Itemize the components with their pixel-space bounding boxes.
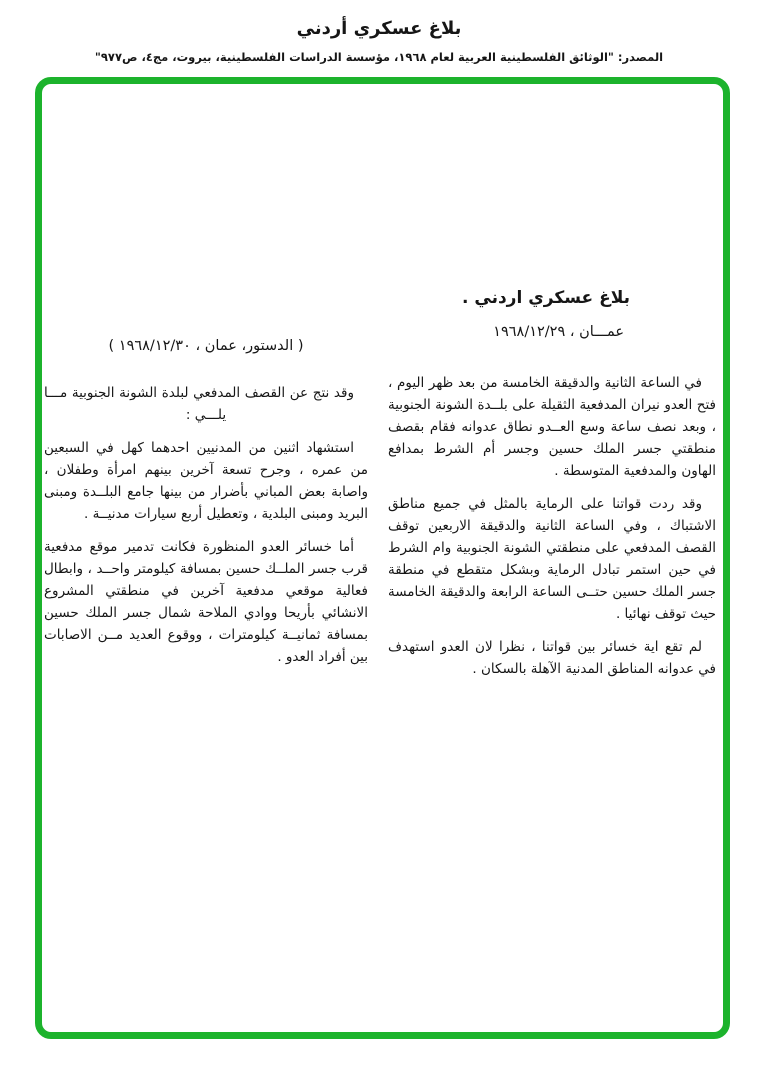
communique-paragraph-1: في الساعة الثانية والدقيقة الخامسة من بعد ظهر اليوم ، فتح العدو نيران المدفعية الثقيلة على بلــدة الشونة الجنوبية ، وبعد نصف ساعة وسع العــدو نطاق عدوانه فقام بقصف منطقتي جسر الملك حسين وجسر أم الشرط بمدافع الهاون والمدفعية المتوسطة . bbox=[388, 375, 716, 479]
addendum-column bbox=[44, 338, 368, 679]
communique-dateline: عمـــان ، ١٩٦٨/١٢/٢٩ bbox=[493, 324, 624, 340]
communique-column bbox=[388, 288, 716, 691]
addendum-paragraph-3: أما خسائر العدو المنظورة فكانت تدمير موقع مدفعية قرب جسر الملــك حسين بمسافة كيلومتر واحــد ، وابطال فعالية موقعي مدفعية آخرين في منطقتي المشروع الانشائي بأريحا ووادي الملاحة شمال جسر الملك حسين بمسافة ثمانيــة كيلومترات ، ووقوع العديد مــن الاصابات بين أفراد العدو . bbox=[44, 539, 368, 665]
source-citation: المصدر: "الوثائق الفلسطينية العربية لعام ١٩٦٨، مؤسسة الدراسات الفلسطينية، بيروت، مج٤، ص٩٧٧" bbox=[94, 50, 664, 64]
addendum-paragraph-1: وقد نتج عن القصف المدفعي لبلدة الشونة الجنوبية مـــا يلـــي : bbox=[44, 385, 354, 423]
page-title: بلاغ عسكري أردني bbox=[296, 18, 462, 39]
communique-heading: بلاغ عسكري اردني . bbox=[462, 288, 630, 308]
attribution-line: ( الدستور، عمان ، ١٩٦٨/١٢/٣٠ ) bbox=[108, 338, 304, 354]
communique-paragraph-3: لم تقع اية خسائر بين قواتنا ، نظرا لان العدو استهدف في عدوانه المناطق المدنية الآهلة بالسكان . bbox=[388, 639, 716, 677]
addendum-paragraph-2: استشهاد اثنين من المدنيين احدهما كهل في السبعين من عمره ، وجرح تسعة آخرين بينهم امرأة وطفلان ، واصابة بعض المباني بأضرار من بينها جامع البلــدة ومبنى البريد ومبنى البلدية ، وتعطيل أربع سيارات مدنيــة . bbox=[44, 440, 368, 522]
communique-paragraph-2: وقد ردت قواتنا على الرماية بالمثل في جميع مناطق الاشتباك ، وفي الساعة الثانية والدقيقة الاربعين توقف القصف المدفعي على منطقتي الشونة الجنوبية وام الشرط في حين استمر تبادل الرماية وبشكل متقطع في منطقة جسر الملك حسين حتــى الساعة الرابعة والدقيقة الخامسة حيث توقف نهائيا . bbox=[388, 496, 716, 622]
